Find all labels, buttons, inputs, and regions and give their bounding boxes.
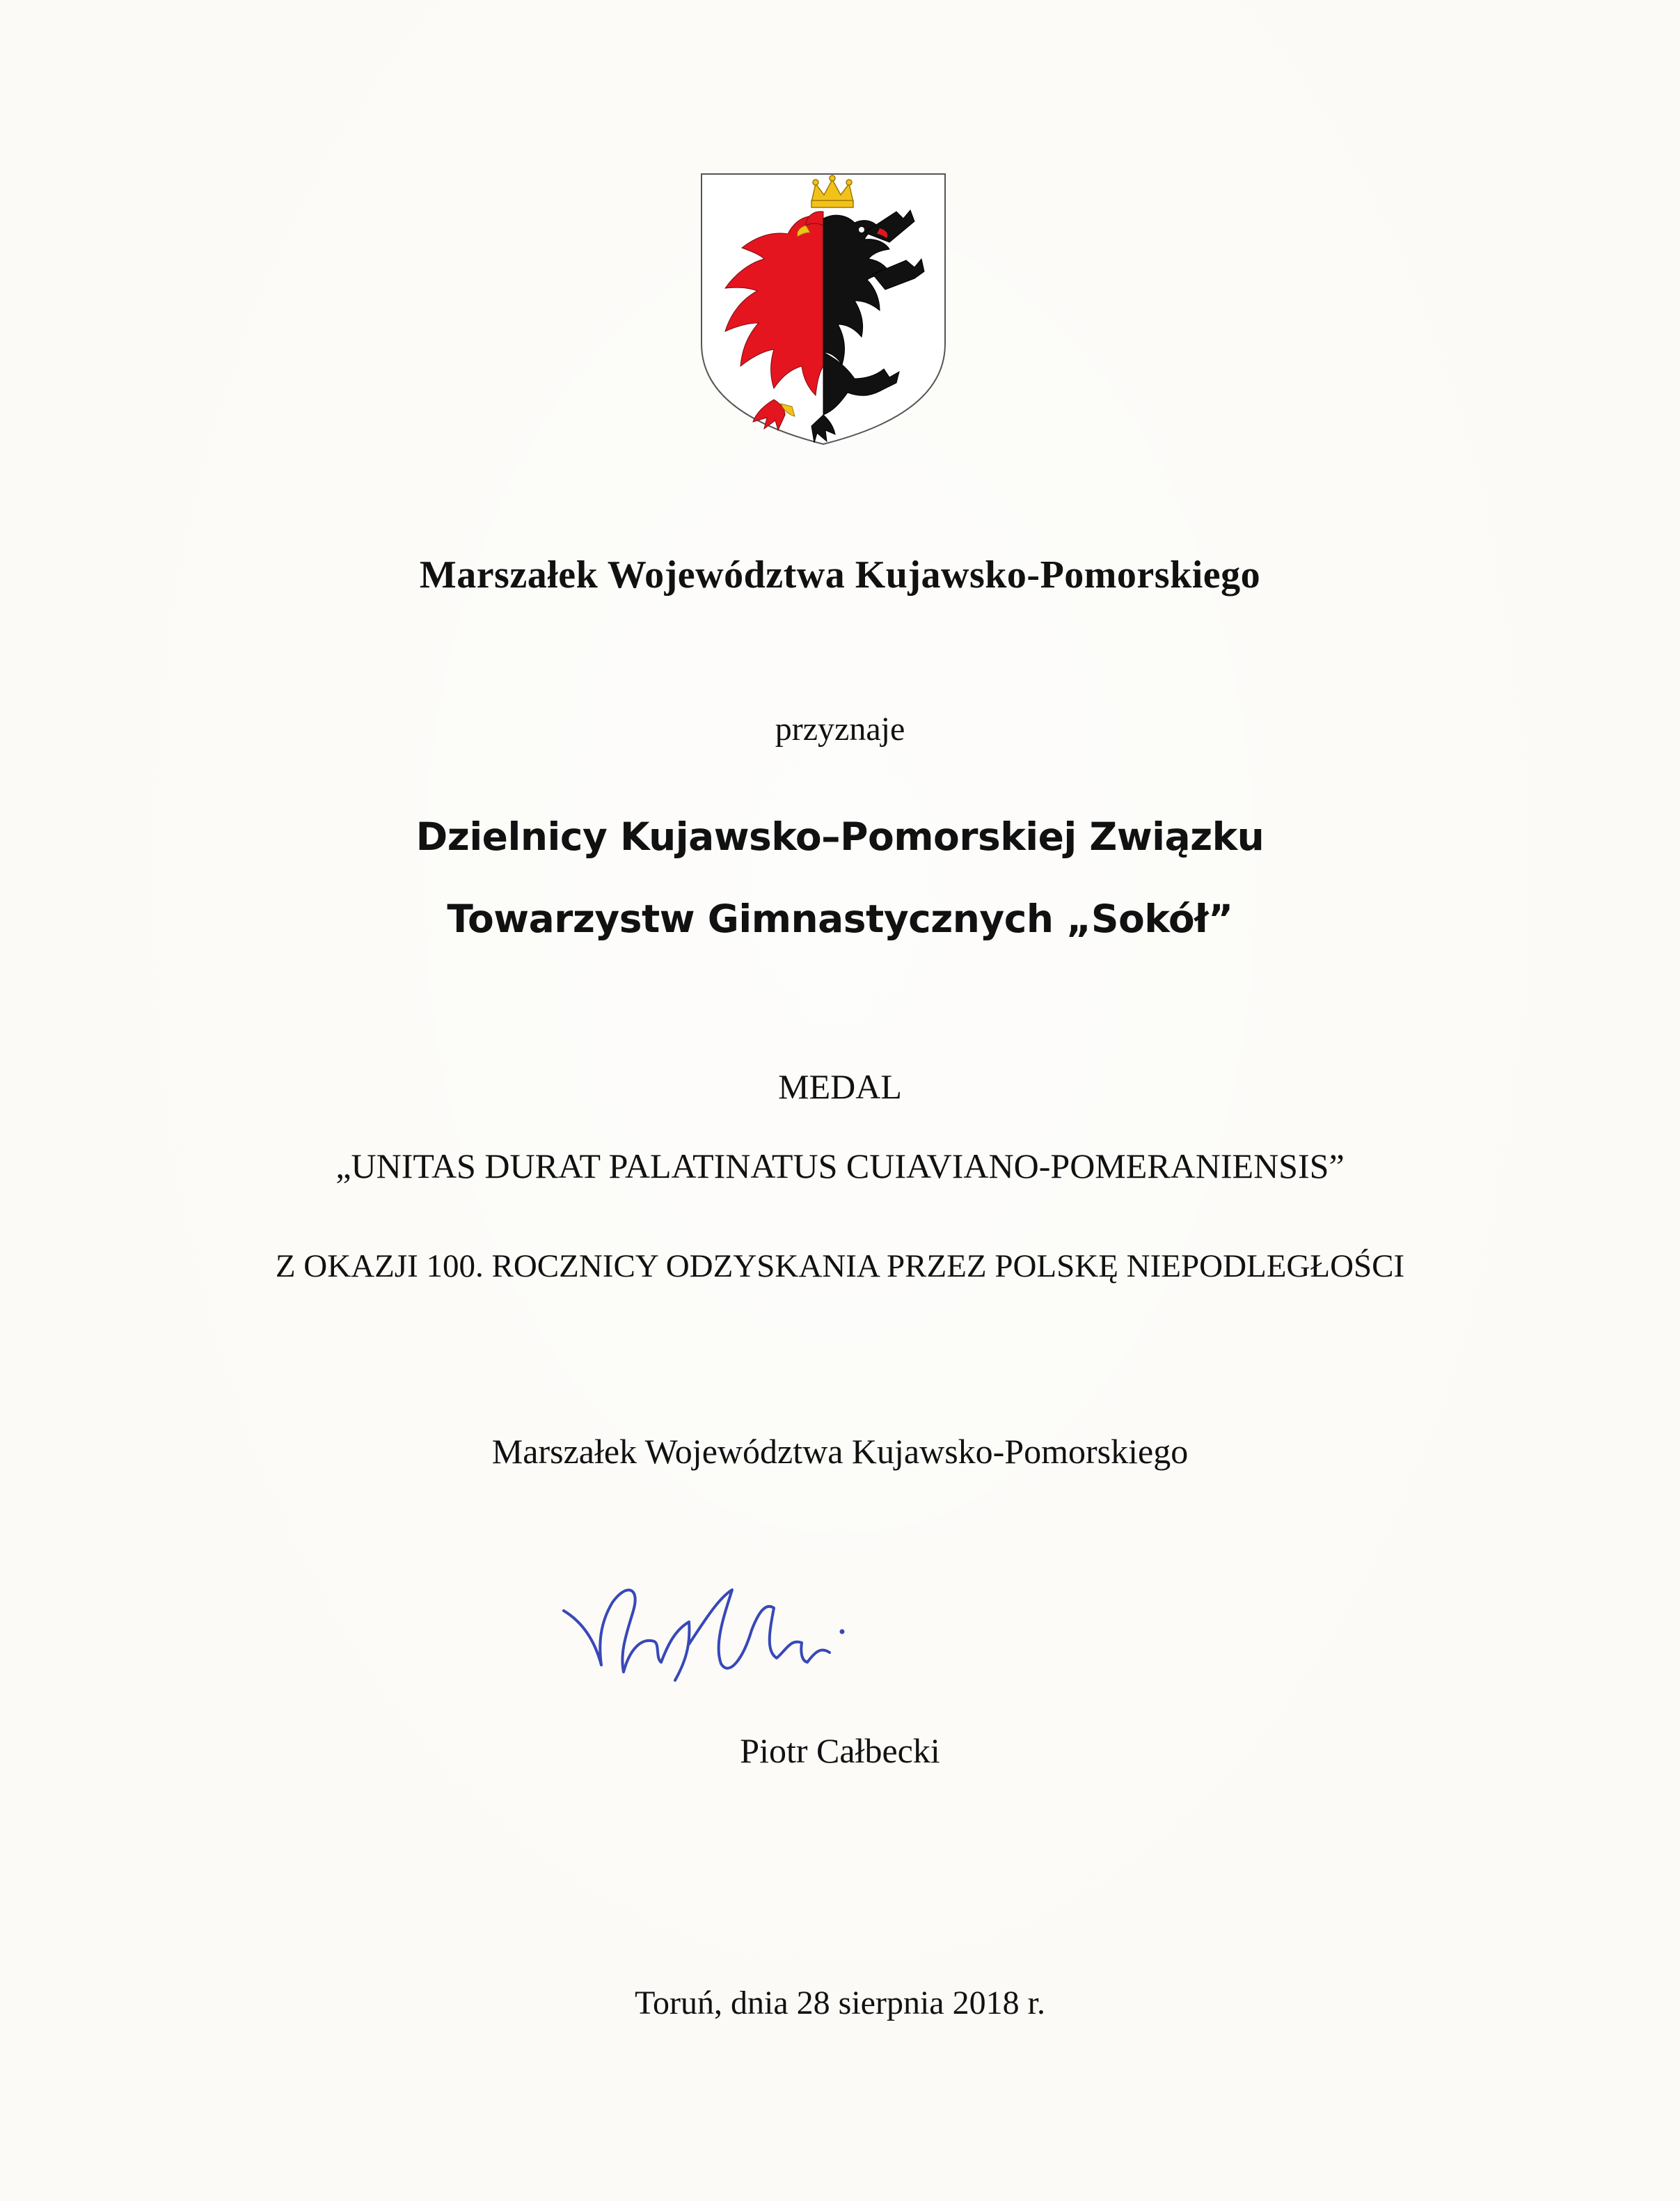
signatory-name: Piotr Całbecki	[740, 1731, 940, 1770]
crown-icon	[811, 175, 853, 207]
place-and-date: Toruń, dnia 28 sierpnia 2018 r.	[635, 1985, 1045, 2021]
recipient-line-1: Dzielnicy Kujawsko–Pomorskiej Związku	[415, 814, 1265, 859]
coat-of-arms-image	[697, 170, 949, 448]
award-motto: „UNITAS DURAT PALATINATUS CUIAVIANO-POMERANIENSIS”	[335, 1146, 1345, 1185]
signatory-title: Marszałek Województwa Kujawsko-Pomorskiego	[491, 1432, 1189, 1471]
recipient-line-2: Towarzystw Gimnastycznych „Sokół”	[447, 897, 1233, 941]
occasion-text: Z OKAZJI 100. ROCZNICY ODZYSKANIA PRZEZ POLSKĘ NIEPODLEGŁOŚCI	[275, 1248, 1405, 1284]
handwritten-signature	[557, 1575, 988, 1693]
grants-text: przyznaje	[775, 711, 905, 748]
issuer-heading: Marszałek Województwa Kujawsko-Pomorskiego	[419, 553, 1261, 597]
award-title: MEDAL	[778, 1067, 902, 1106]
